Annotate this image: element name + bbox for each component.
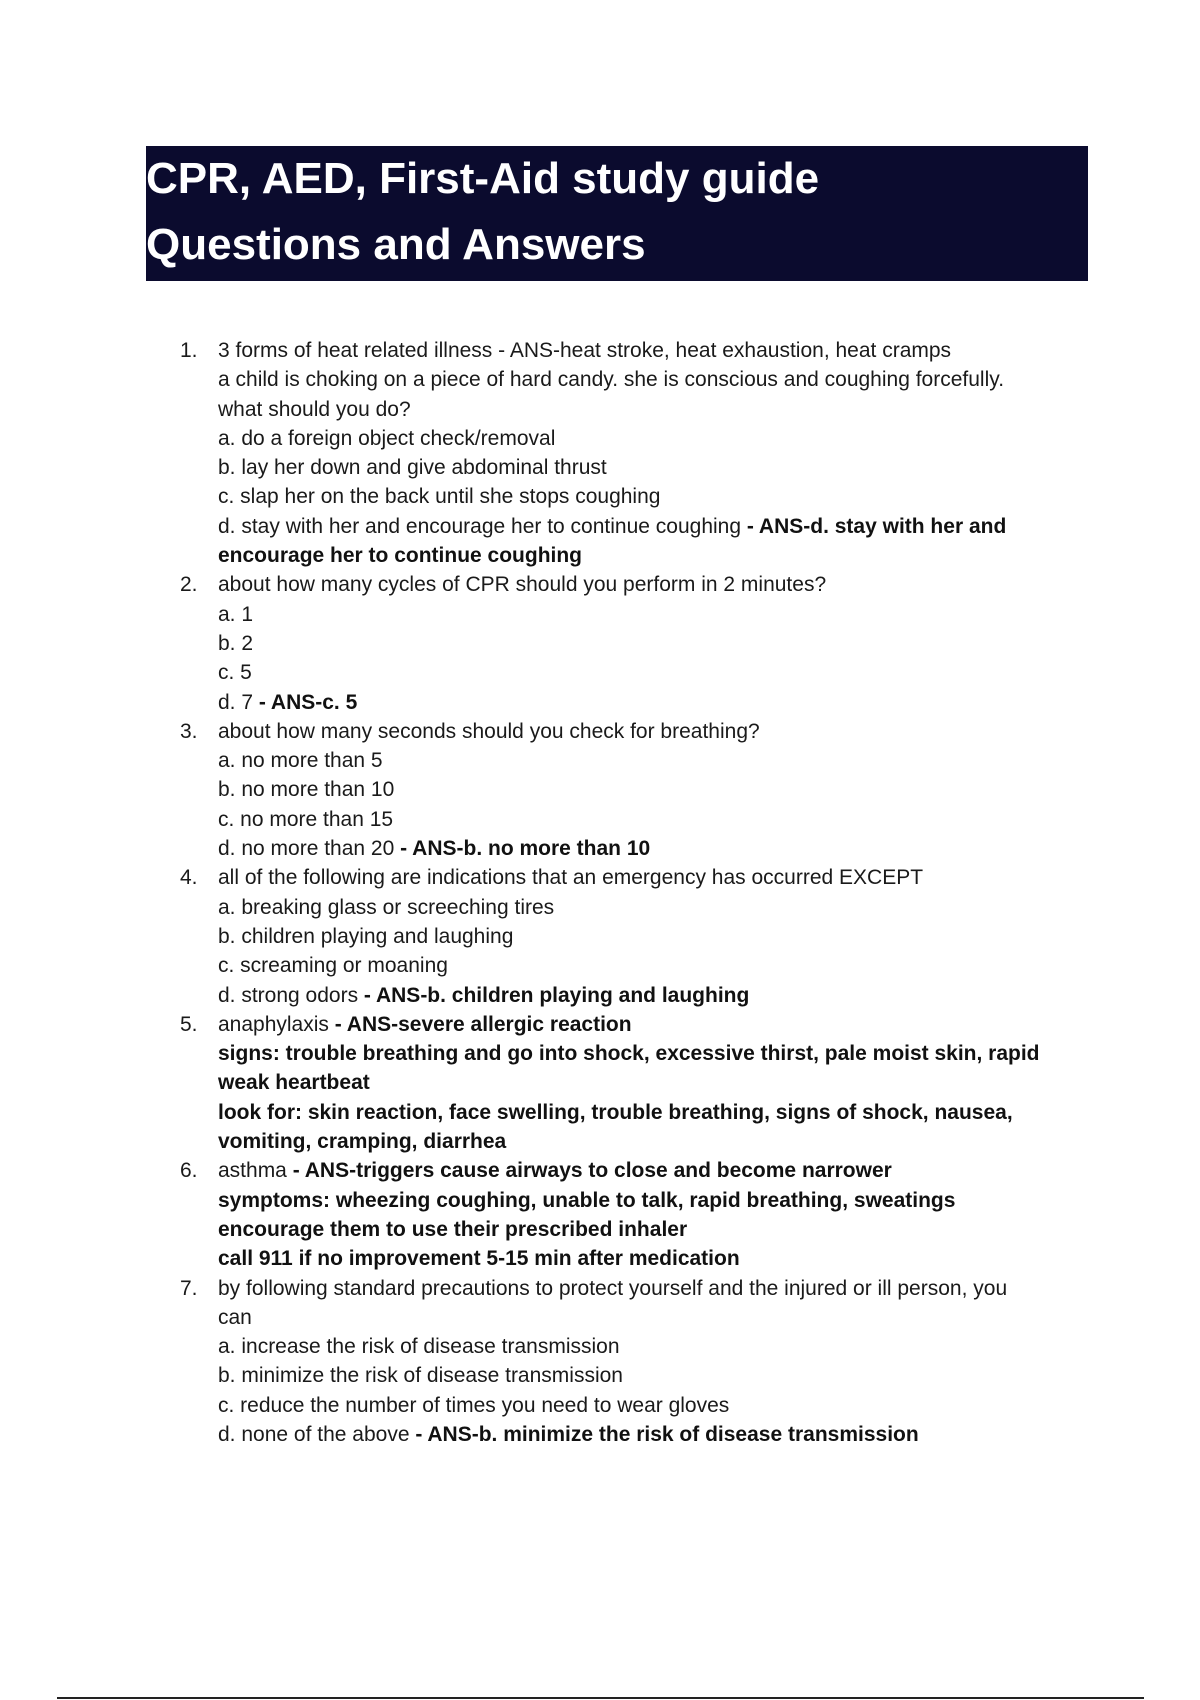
answer-option: d. strong odors - ANS-b. children playing and laughing — [218, 983, 750, 1007]
question-number: 3. — [180, 719, 198, 743]
answer-option: b. minimize the risk of disease transmission — [218, 1364, 623, 1388]
answer-option: c. slap her on the back until she stops coughing — [218, 485, 661, 509]
answer-key: - ANS-triggers cause airways to close and become narrower — [286, 1159, 892, 1183]
question-number: 4. — [180, 866, 198, 890]
question-number: 5. — [180, 1012, 198, 1036]
answer-option: b. children playing and laughing — [218, 924, 514, 948]
answer-option: c. screaming or moaning — [218, 954, 448, 978]
question-number: 2. — [180, 573, 198, 597]
answer-option: c. 5 — [218, 661, 252, 685]
answer-option: c. no more than 15 — [218, 807, 394, 831]
answer-detail: signs: trouble breathing and go into shock, excessive thirst, pale moist skin, rapid — [218, 1042, 1040, 1066]
question-text: what should you do? — [218, 397, 411, 421]
question-item-1 — [174, 336, 1094, 570]
question-text: about how many seconds should you check for breathing? — [218, 719, 760, 743]
document-title-line-1: CPR, AED, First-Aid study guide — [146, 154, 820, 203]
answer-option: a. do a foreign object check/removal — [218, 426, 556, 450]
title-banner — [146, 146, 1088, 281]
answer-key: - ANS-c. 5 — [253, 690, 358, 714]
answer-option: d. none of the above - ANS-b. minimize the risk of disease transmission — [218, 1422, 919, 1446]
question-number: 7. — [180, 1276, 198, 1300]
question-item-5 — [174, 1010, 1094, 1156]
answer-key: - ANS-b. minimize the risk of disease transmission — [409, 1422, 919, 1446]
question-item-6 — [174, 1156, 1094, 1273]
question-item-7 — [174, 1274, 1094, 1450]
answer-detail: look for: skin reaction, face swelling, trouble breathing, signs of shock, nausea, — [218, 1100, 1013, 1124]
question-item-2 — [174, 570, 1094, 716]
answer-option: a. no more than 5 — [218, 749, 383, 773]
question-text: 3 forms of heat related illness - ANS-heat stroke, heat exhaustion, heat cramps — [218, 339, 952, 362]
question-text: by following standard precautions to protect yourself and the injured or ill person, you — [218, 1276, 1008, 1300]
footer-divider — [57, 1697, 1144, 1699]
answer-detail: call 911 if no improvement 5-15 min after medication — [218, 1247, 740, 1271]
answer-option: a. increase the risk of disease transmission — [218, 1335, 620, 1359]
answer-key: - ANS-d. stay with her and — [741, 514, 1007, 538]
answer-option: d. 7 - ANS-c. 5 — [218, 690, 358, 714]
question-number: 1. — [180, 339, 198, 362]
question-text: all of the following are indications that an emergency has occurred EXCEPT — [218, 866, 924, 890]
question-text: about how many cycles of CPR should you perform in 2 minutes? — [218, 573, 827, 597]
question-item-4 — [174, 863, 1094, 1009]
answer-key: encourage her to continue coughing — [218, 544, 583, 568]
question-text: a child is choking on a piece of hard candy. she is conscious and coughing forcefully. — [218, 368, 1005, 392]
answer-option: d. no more than 20 - ANS-b. no more than 10 — [218, 837, 651, 861]
question-text: asthma - ANS-triggers cause airways to close and become narrower — [218, 1159, 892, 1183]
answer-detail: encourage them to use their prescribed inhaler — [218, 1217, 688, 1241]
question-number: 6. — [180, 1159, 198, 1183]
answer-option: b. 2 — [218, 631, 254, 655]
document-title-line-2: Questions and Answers — [146, 220, 646, 269]
answer-detail: vomiting, cramping, diarrhea — [218, 1130, 507, 1154]
answer-option: b. no more than 10 — [218, 778, 395, 802]
question-text: anaphylaxis - ANS-severe allergic reaction — [218, 1012, 632, 1036]
answer-option: b. lay her down and give abdominal thrust — [218, 456, 607, 480]
answer-detail: symptoms: wheezing coughing, unable to talk, rapid breathing, sweatings — [218, 1188, 956, 1212]
answer-option: a. 1 — [218, 602, 254, 626]
answer-option: c. reduce the number of times you need to wear gloves — [218, 1393, 730, 1417]
question-text: can — [218, 1305, 252, 1329]
answer-key: - ANS-severe allergic reaction — [328, 1012, 632, 1036]
answer-option: d. stay with her and encourage her to continue coughing - ANS-d. stay with her and — [218, 514, 1007, 538]
answer-key: - ANS-b. no more than 10 — [394, 837, 651, 861]
question-item-3 — [174, 717, 1094, 863]
answer-option: a. breaking glass or screeching tires — [218, 895, 555, 919]
answer-key: - ANS-b. children playing and laughing — [358, 983, 750, 1007]
answer-detail: weak heartbeat — [218, 1071, 370, 1095]
question-list — [174, 336, 1094, 1449]
